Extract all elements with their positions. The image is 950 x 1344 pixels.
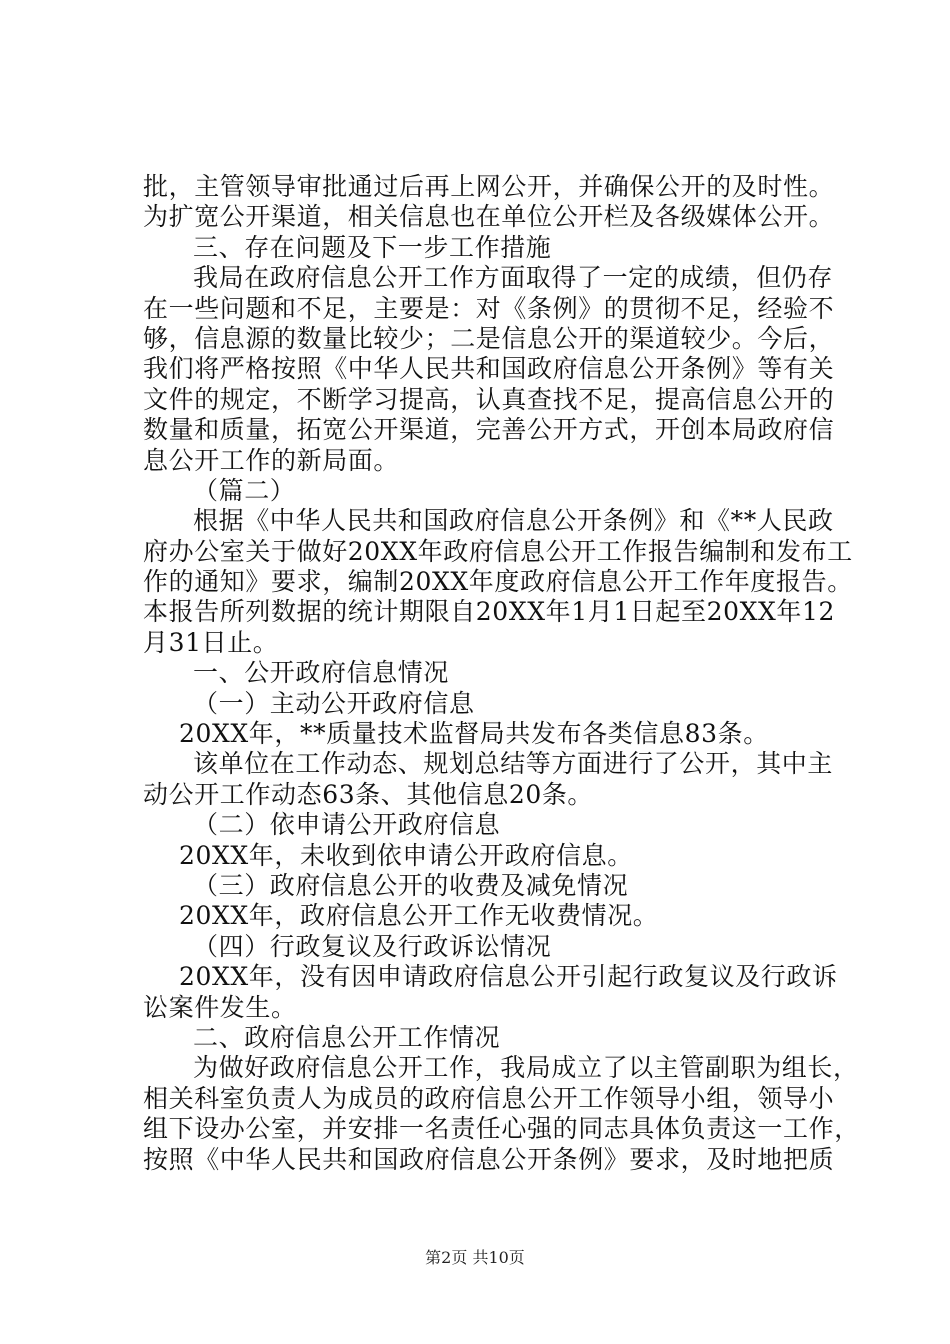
body-line: 20XX年，未收到依申请公开政府信息。	[179, 840, 633, 870]
body-line: 该单位在工作动态、规划总结等方面进行了公开，其中主	[193, 749, 834, 779]
body-line: （一）主动公开政府信息	[193, 688, 475, 718]
body-line: 本报告所列数据的统计期限自20XX年1月1日起至20XX年12	[143, 597, 836, 627]
body-line: （三）政府信息公开的收费及减免情况	[193, 870, 629, 900]
body-line: 府办公室关于做好20XX年政府信息公开工作报告编制和发布工	[143, 536, 853, 566]
body-line: 批，主管领导审批通过后再上网公开，并确保公开的及时性。	[143, 172, 835, 201]
body-line: 息公开工作的新局面。	[143, 445, 400, 475]
body-line: 二、政府信息公开工作情况	[193, 1022, 501, 1052]
body-line: 一、公开政府信息情况	[193, 658, 450, 688]
body-line: 20XX年，没有因申请政府信息公开引起行政复议及行政诉	[179, 962, 838, 992]
body-line: 够，信息源的数量比较少；二是信息公开的渠道较少。今后，	[143, 323, 835, 353]
body-line: 我们将严格按照《中华人民共和国政府信息公开条例》等有关	[143, 354, 835, 384]
body-line: 三、存在问题及下一步工作措施	[193, 232, 552, 262]
body-line: （四）行政复议及行政诉讼情况	[193, 931, 552, 961]
body-line: 月31日止。	[143, 627, 279, 657]
body-line: 组下设办公室，并安排一名责任心强的同志具体负责这一工作，	[143, 1114, 860, 1144]
document-body	[143, 172, 860, 1175]
body-line: 作的通知》要求，编制20XX年度政府信息公开工作年度报告。	[143, 567, 853, 597]
body-line: 20XX年，政府信息公开工作无收费情况。	[179, 901, 659, 931]
body-line: 动公开工作动态63条、其他信息20条。	[143, 779, 594, 809]
page-footer: 第2页 共10页	[425, 1248, 525, 1267]
body-line: （二）依申请公开政府信息	[193, 810, 501, 840]
body-line: 相关科室负责人为成员的政府信息公开工作领导小组，领导小	[143, 1083, 835, 1113]
body-line: 为做好政府信息公开工作，我局成立了以主管副职为组长，	[193, 1053, 859, 1083]
body-line: 数量和质量，拓宽公开渠道，完善公开方式，开创本局政府信	[143, 415, 835, 445]
body-line: 按照《中华人民共和国政府信息公开条例》要求，及时地把质	[143, 1144, 835, 1174]
body-line: 在一些问题和不足，主要是：对《条例》的贯彻不足，经验不	[143, 293, 835, 323]
body-line: 文件的规定，不断学习提高，认真查找不足，提高信息公开的	[143, 384, 835, 414]
body-line: 根据《中华人民共和国政府信息公开条例》和《**人民政	[193, 506, 834, 536]
body-line: （篇二）	[193, 475, 296, 505]
body-line: 讼案件发生。	[143, 992, 297, 1022]
body-line: 我局在政府信息公开工作方面取得了一定的成绩，但仍存	[193, 263, 834, 293]
body-line: 为扩宽公开渠道，相关信息也在单位公开栏及各级媒体公开。	[143, 202, 835, 232]
body-line: 20XX年，**质量技术监督局共发布各类信息83条。	[179, 719, 769, 749]
